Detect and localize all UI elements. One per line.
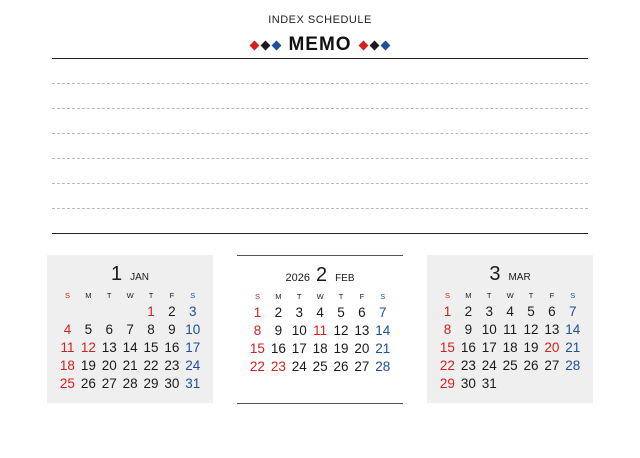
day-cell[interactable]: 7 — [379, 305, 387, 320]
day-cell[interactable]: 30 — [164, 376, 180, 391]
weekday-header-row — [237, 290, 403, 304]
day-cell[interactable]: 5 — [84, 322, 93, 337]
day-cell[interactable]: 24 — [291, 359, 307, 374]
day-cell[interactable]: 18 — [502, 340, 518, 355]
day-cell[interactable]: 17 — [185, 340, 201, 355]
weekday-label: T — [486, 291, 492, 300]
day-cell[interactable]: 8 — [253, 323, 262, 338]
day-cell[interactable]: 20 — [544, 340, 560, 355]
day-cell[interactable]: 28 — [122, 376, 138, 391]
day-cell[interactable]: 25 — [502, 358, 518, 373]
weekday-label: W — [126, 291, 134, 300]
calendar-february — [237, 255, 403, 404]
day-cell[interactable]: 10 — [185, 322, 201, 337]
day-cell[interactable]: 3 — [189, 304, 197, 319]
empty-day-cell — [57, 303, 78, 321]
day-cell[interactable]: 31 — [185, 376, 201, 391]
calendar-year: 2026 — [285, 272, 310, 284]
day-cell[interactable]: 19 — [80, 358, 96, 373]
weekday-label: T — [148, 291, 154, 300]
weekday-label: W — [316, 292, 324, 301]
day-cell[interactable]: 14 — [375, 323, 391, 338]
day-cell[interactable]: 26 — [80, 376, 96, 391]
day-cell[interactable]: 3 — [295, 305, 303, 320]
day-cell[interactable]: 6 — [548, 304, 556, 319]
day-cell[interactable]: 23 — [460, 358, 476, 373]
day-cell[interactable]: 2 — [274, 305, 283, 320]
memo-line — [52, 208, 588, 209]
month-abbreviation: MAR — [508, 272, 531, 283]
month-abbreviation: FEB — [335, 273, 355, 284]
day-cell[interactable]: 25 — [312, 359, 328, 374]
day-cell[interactable]: 18 — [312, 341, 328, 356]
week-row — [47, 303, 213, 321]
week-row — [427, 321, 593, 339]
day-cell[interactable]: 9 — [274, 323, 283, 338]
day-cell[interactable]: 23 — [164, 358, 180, 373]
calendar-january — [47, 255, 213, 403]
week-row — [47, 375, 213, 393]
day-cell[interactable]: 22 — [439, 358, 455, 373]
day-cell[interactable]: 16 — [460, 340, 476, 355]
day-cell[interactable]: 15 — [249, 341, 265, 356]
memo-heading — [0, 34, 640, 56]
empty-day-cell — [99, 303, 120, 321]
empty-day-cell — [562, 375, 583, 393]
day-cell[interactable]: 12 — [80, 340, 96, 355]
memo-line — [52, 83, 588, 84]
day-cell[interactable]: 17 — [481, 340, 497, 355]
day-cell[interactable]: 6 — [358, 305, 366, 320]
weekday-label: M — [465, 291, 472, 300]
day-cell[interactable]: 30 — [460, 376, 476, 391]
week-row — [427, 303, 593, 321]
memo-title: MEMO — [288, 34, 352, 55]
day-cell[interactable]: 15 — [143, 340, 159, 355]
day-cell[interactable]: 22 — [249, 359, 265, 374]
day-cell[interactable]: 27 — [101, 376, 117, 391]
month-number: 1 — [110, 263, 123, 285]
day-cell[interactable]: 9 — [168, 322, 176, 337]
calendar-header — [47, 255, 213, 287]
day-cell[interactable]: 2 — [464, 304, 473, 319]
day-cell[interactable]: 10 — [291, 323, 307, 338]
day-cell[interactable]: 14 — [565, 322, 581, 337]
day-cell[interactable]: 8 — [147, 322, 155, 337]
day-cell[interactable]: 8 — [443, 322, 452, 337]
week-row — [237, 304, 403, 322]
diamond-icon — [369, 40, 379, 50]
day-cell[interactable]: 21 — [122, 358, 138, 373]
weekday-label: T — [338, 292, 344, 301]
day-cell[interactable]: 6 — [105, 322, 113, 337]
memo-line — [52, 158, 588, 159]
weekday-label: S — [190, 291, 196, 300]
calendar-header — [427, 255, 593, 287]
memo-line — [52, 183, 588, 184]
day-cell[interactable]: 21 — [565, 340, 581, 355]
day-cell[interactable]: 19 — [523, 340, 539, 355]
weekday-label: M — [85, 291, 92, 300]
month-number: 2 — [315, 264, 328, 286]
week-row — [47, 339, 213, 357]
weekday-label: S — [444, 291, 450, 300]
weekday-label: F — [549, 291, 555, 300]
day-cell[interactable]: 29 — [439, 376, 455, 391]
day-cell[interactable]: 4 — [316, 305, 324, 320]
day-cell[interactable]: 27 — [544, 358, 560, 373]
day-cell[interactable]: 24 — [481, 358, 497, 373]
weekday-label: T — [528, 291, 534, 300]
weekday-label: T — [296, 292, 302, 301]
day-cell[interactable]: 14 — [122, 340, 138, 355]
day-cell[interactable]: 28 — [375, 359, 391, 374]
day-cell[interactable]: 27 — [354, 359, 370, 374]
diamond-icon — [358, 40, 368, 50]
right-diamonds — [359, 42, 390, 49]
day-cell[interactable]: 16 — [270, 341, 286, 356]
day-cell[interactable]: 15 — [439, 340, 455, 355]
day-cell[interactable]: 5 — [337, 305, 345, 320]
month-abbreviation: JAN — [130, 272, 150, 283]
weekday-label: S — [254, 292, 260, 301]
diamond-icon — [380, 40, 390, 50]
memo-bottom-border — [52, 233, 588, 234]
weekday-label: S — [64, 291, 70, 300]
memo-line — [52, 133, 588, 134]
day-cell[interactable]: 13 — [544, 322, 560, 337]
memo-writing-area[interactable] — [52, 58, 588, 233]
day-cell[interactable]: 7 — [126, 322, 134, 337]
month-number: 3 — [489, 263, 501, 285]
day-cell[interactable]: 10 — [481, 322, 497, 337]
day-cell[interactable]: 29 — [143, 376, 159, 391]
day-cell[interactable]: 20 — [101, 358, 117, 373]
day-cell[interactable]: 22 — [143, 358, 159, 373]
week-row — [237, 358, 403, 376]
day-cell[interactable]: 11 — [313, 323, 328, 338]
week-row — [427, 339, 593, 357]
week-row — [237, 340, 403, 358]
day-cell[interactable]: 13 — [354, 323, 370, 338]
diamond-icon — [272, 40, 282, 50]
day-cell[interactable]: 19 — [333, 341, 349, 356]
day-cell[interactable]: 26 — [523, 358, 539, 373]
week-row — [47, 357, 213, 375]
weekday-label: M — [275, 292, 282, 301]
day-cell[interactable]: 31 — [481, 376, 497, 391]
weekday-label: T — [106, 291, 112, 300]
day-cell[interactable]: 21 — [375, 341, 391, 356]
day-cell[interactable]: 2 — [168, 304, 176, 319]
empty-day-cell — [120, 303, 141, 321]
weekday-header-row — [427, 289, 593, 303]
day-cell[interactable]: 4 — [63, 322, 72, 337]
memo-line — [52, 108, 588, 109]
week-row — [427, 375, 593, 393]
empty-day-cell — [521, 375, 542, 393]
day-cell[interactable]: 23 — [270, 359, 286, 374]
diamond-icon — [261, 40, 271, 50]
day-cell[interactable]: 24 — [185, 358, 201, 373]
day-cell[interactable]: 1 — [443, 304, 452, 319]
day-cell[interactable]: 16 — [164, 340, 180, 355]
weekday-header-row — [47, 289, 213, 303]
week-row — [47, 321, 213, 339]
day-cell[interactable]: 11 — [503, 322, 518, 337]
day-cell[interactable]: 18 — [59, 358, 75, 373]
header-title: INDEX SCHEDULE — [268, 14, 372, 26]
calendar-header — [237, 256, 403, 288]
weekday-label: F — [359, 292, 365, 301]
day-cell[interactable]: 12 — [523, 322, 539, 337]
weekday-label: S — [380, 292, 386, 301]
weekday-label: W — [506, 291, 514, 300]
day-cell[interactable]: 7 — [569, 304, 577, 319]
day-cell[interactable]: 13 — [101, 340, 117, 355]
empty-day-cell — [78, 303, 99, 321]
day-cell[interactable]: 4 — [506, 304, 514, 319]
day-cell[interactable]: 28 — [565, 358, 581, 373]
left-diamonds — [250, 42, 281, 49]
empty-day-cell — [541, 375, 562, 393]
day-cell[interactable]: 3 — [485, 304, 493, 319]
day-cell[interactable]: 12 — [333, 323, 349, 338]
weekday-label: F — [169, 291, 175, 300]
calendar-march — [427, 255, 593, 403]
day-cell[interactable]: 5 — [527, 304, 535, 319]
day-cell[interactable]: 1 — [147, 304, 155, 319]
week-row — [427, 357, 593, 375]
day-cell[interactable]: 1 — [253, 305, 262, 320]
day-cell[interactable]: 26 — [333, 359, 349, 374]
day-cell[interactable]: 11 — [60, 340, 75, 355]
day-cell[interactable]: 20 — [354, 341, 370, 356]
diamond-icon — [250, 40, 260, 50]
week-row — [237, 322, 403, 340]
day-cell[interactable]: 25 — [59, 376, 75, 391]
empty-day-cell — [500, 375, 521, 393]
day-cell[interactable]: 9 — [464, 322, 473, 337]
weekday-label: S — [570, 291, 576, 300]
day-cell[interactable]: 17 — [291, 341, 307, 356]
